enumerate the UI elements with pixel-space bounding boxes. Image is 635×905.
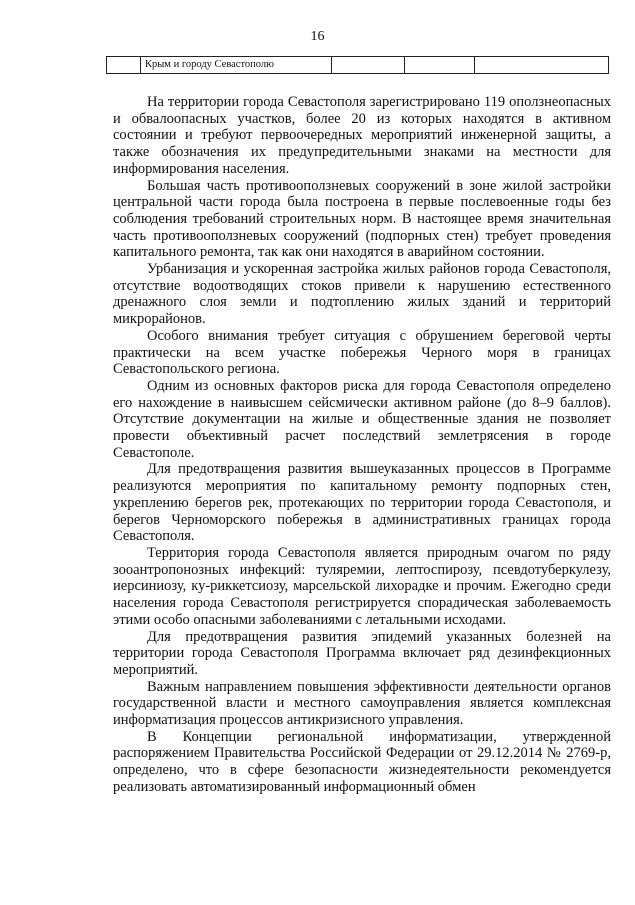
paragraph: В Концепции региональной информатизации, утвержденной распоряжением Правительства Российской Федерации от 29.12.2014 № 2769-р, определено, что в сфере безопасности жизнедеятельности рекомендуется реализовать автоматизированный информационный обмен: [113, 728, 611, 795]
table-cell-text: Крым и городу Севастополю: [141, 57, 332, 73]
paragraph: Урбанизация и ускоренная застройка жилых районов города Севастополя, отсутствие водоотводящих стоков привели к нарушению естественного дренажного слоя земли и подтоплению жилых зданий и территорий микрорайонов.: [113, 261, 611, 328]
paragraph: Большая часть противооползневых сооружений в зоне жилой застройки центральной части города была построена в первые послевоенные годы без соблюдения требований строительных норм. В настоящее время значительная часть противооползневых сооружений (подпорных стен) требует проведения капитального ремонта, так как они находятся в аварийном состоянии.: [113, 177, 611, 261]
table-row: [106, 56, 609, 74]
paragraph: Для предотвращения развития эпидемий указанных болезней на территории города Севастополя Программа включает ряд дезинфекционных мероприятий.: [113, 628, 611, 678]
paragraph: Важным направлением повышения эффективности деятельности органов государственной власти и местного самоуправления является комплексная информатизация процессов антикризисного управления.: [113, 678, 611, 729]
paragraph: На территории города Севастополя зарегистрировано 119 оползнеопасных и обвалоопасных участков, более 20 из которых находятся в активном состоянии и требуют первоочередных мероприятий инженерной защиты, а также обозначения их предупредительными знаками на местности для информирования населения.: [113, 94, 611, 177]
table-cell-empty: [332, 57, 405, 73]
document-body: [113, 94, 611, 796]
table-cell-empty: [405, 57, 475, 73]
table-cell-empty: [475, 57, 608, 73]
page-number: 16: [310, 29, 325, 44]
paragraph: Одним из основных факторов риска для города Севастополя определено его нахождение в наивысшем сейсмически активном районе (до 8–9 баллов). Отсутствие документации на жилые и общественные здания не позволяет провести объективный расчет последствий землетрясения в городе Севастополе.: [113, 377, 611, 461]
paragraph: Для предотвращения развития вышеуказанных процессов в Программе реализуются мероприятия по капитальному ремонту подпорных стен, укреплению берегов рек, протекающих по территории города Севастополя, и берегов Черноморского побережья в административных границах города Севастополя.: [113, 461, 611, 545]
paragraph: Территория города Севастополя является природным очагом по ряду зооантропонозных инфекций: туляремии, лептоспирозу, псевдотуберкулезу, иерсиниозу, ку-риккетсиозу, марсельской лихорадке и прочим. Ежегодно среди населения города Севастополя регистрируется спорадическая заболеваемость этими особо опасными заболеваниями с летальными исходами.: [113, 544, 611, 628]
paragraph: Особого внимания требует ситуация с обрушением береговой черты практически на всем участке побережья Черного моря в границах Севастопольского региона.: [113, 327, 611, 378]
table-cell-empty: [107, 57, 141, 73]
